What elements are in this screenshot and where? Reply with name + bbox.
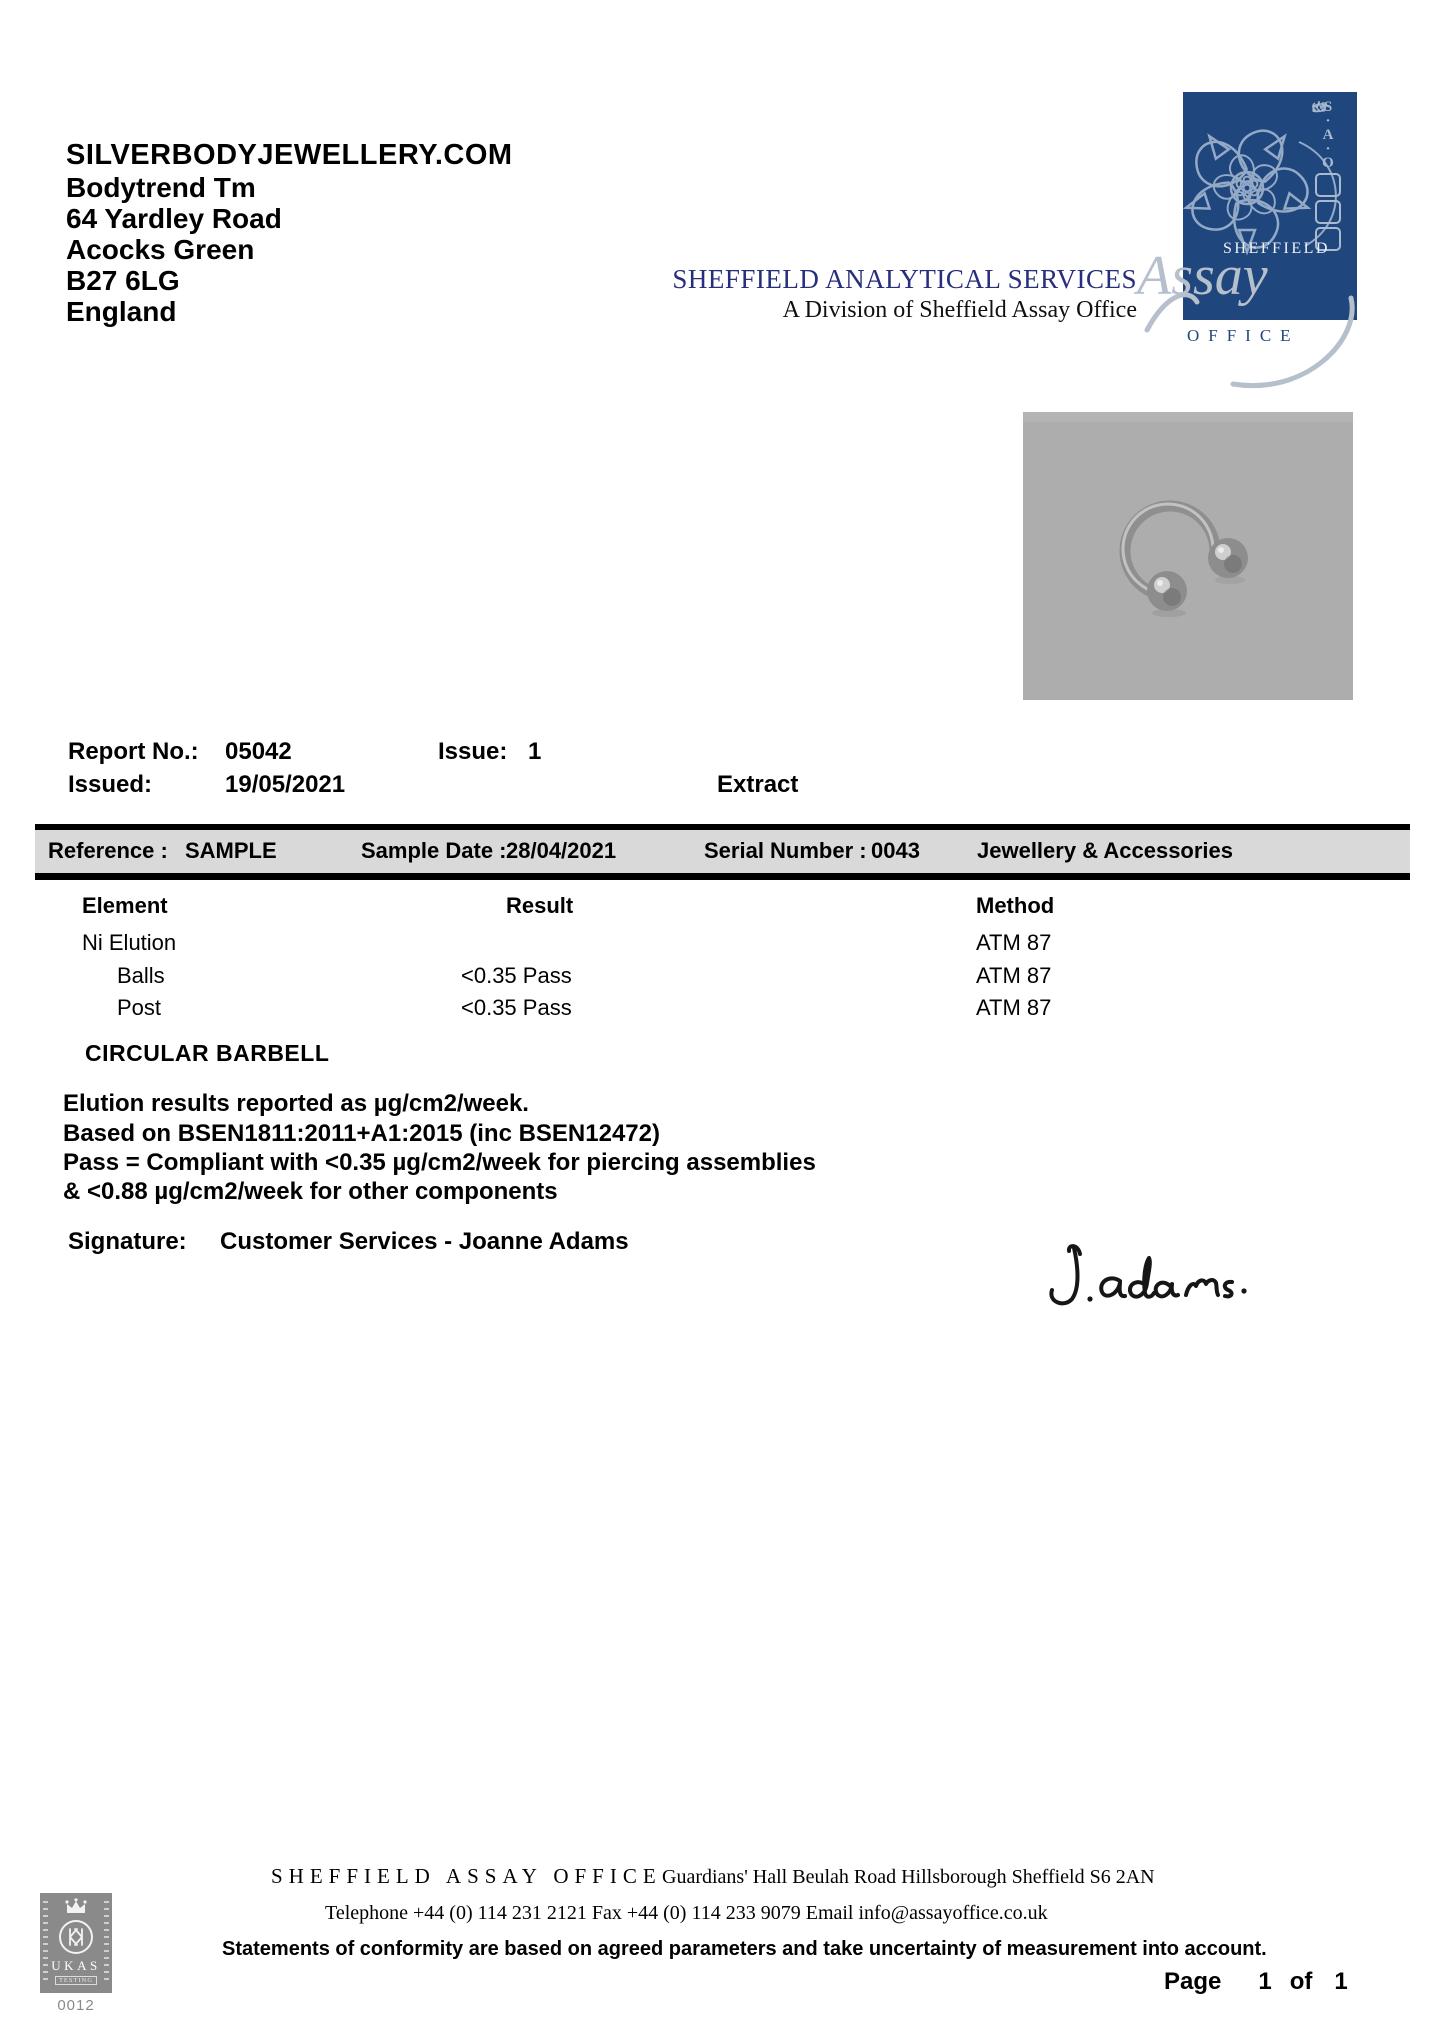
col-header-method: Method xyxy=(976,893,1055,918)
item-name: CIRCULAR BARBELL xyxy=(85,1040,330,1066)
ukas-accreditation-logo xyxy=(40,1893,112,1993)
category-value: Jewellery & Accessories xyxy=(977,838,1234,863)
col-header-result: Result xyxy=(506,893,574,918)
org-subtitle: A Division of Sheffield Assay Office xyxy=(782,297,1137,323)
sample-photo xyxy=(1023,412,1353,700)
sender-address-line: Bodytrend Tm xyxy=(66,172,256,203)
sender-address-block xyxy=(66,139,513,327)
ukas-crown-icon xyxy=(63,1898,89,1915)
report-no-value: 05042 xyxy=(225,738,292,765)
footer-conformity-statement: Statements of conformity are based on agreed parameters and take uncertainty of measurement into account. xyxy=(222,1938,1267,1960)
element-cell: Balls xyxy=(117,963,165,988)
sample-date-value: 28/04/2021 xyxy=(506,838,617,863)
hallmark-column xyxy=(1311,100,1345,251)
page-of-label: of xyxy=(1289,1968,1313,1995)
reference-label: Reference : xyxy=(48,838,168,863)
extract-label: Extract xyxy=(717,771,799,798)
hallmark-dot: · xyxy=(1325,113,1331,129)
ukas-number: 0012 xyxy=(57,1997,95,2014)
logo-sheffield-text: SHEFFIELD xyxy=(1223,240,1330,257)
serial-number-value: 0043 xyxy=(871,838,920,863)
spacer xyxy=(1221,1968,1258,1996)
circular-barbell-photo-icon xyxy=(1023,412,1353,700)
note-line: Elution results reported as µg/cm2/week. xyxy=(63,1090,529,1117)
spacer xyxy=(1312,1968,1334,1996)
sao-letter: S xyxy=(1323,99,1333,115)
serial-number-label: Serial Number : xyxy=(704,838,867,863)
ukas-type: TESTING xyxy=(55,1976,97,1985)
element-cell: Ni Elution xyxy=(82,930,177,955)
col-header-element: Element xyxy=(82,893,168,918)
sender-address-line: 64 Yardley Road xyxy=(66,203,282,234)
logo-office-text: OFFICE xyxy=(1187,326,1300,345)
sender-address-line: England xyxy=(66,296,177,327)
crown-hallmark-icon xyxy=(1315,200,1341,224)
method-cell: ATM 87 xyxy=(976,995,1052,1020)
ukas-ticks-right xyxy=(104,1901,109,1985)
issued-label: Issued: xyxy=(68,771,153,798)
note-line: Based on BSEN1811:2011+A1:2015 (inc BSEN12472) xyxy=(63,1120,660,1147)
logo-assay-script: Assay xyxy=(1137,245,1268,307)
reference-value: SAMPLE xyxy=(185,838,277,863)
result-cell: <0.35 Pass xyxy=(461,995,572,1020)
sao-letter: A xyxy=(1322,127,1334,143)
sender-address-line: B27 6LG xyxy=(66,265,180,296)
reference-bar xyxy=(35,824,1410,880)
ukas-ticks-left xyxy=(43,1901,48,1985)
footer-contact: Telephone +44 (0) 114 231 2121 Fax +44 (0) 114 233 9079 Email info@assayoffice.co.uk xyxy=(325,1902,1048,1924)
footer-address: Guardians' Hall Beulah Road Hillsborough Sheffield S6 2AN xyxy=(662,1866,1155,1888)
sender-company: SILVERBODYJEWELLERY.COM xyxy=(66,139,513,171)
ukas-roundel-icon xyxy=(56,1917,96,1957)
report-no-label: Report No.: xyxy=(68,738,199,765)
issued-value: 19/05/2021 xyxy=(225,771,346,798)
element-cell: Post xyxy=(117,995,162,1020)
signature-name: Customer Services - Joanne Adams xyxy=(220,1228,629,1255)
note-line: & <0.88 µg/cm2/week for other components xyxy=(63,1178,558,1205)
signature-handwriting xyxy=(1028,1236,1278,1336)
assay-office-logo xyxy=(1137,92,1357,372)
sender-address-line: Acocks Green xyxy=(66,234,255,265)
method-cell: ATM 87 xyxy=(976,930,1052,955)
page-current: 1 xyxy=(1258,1968,1272,1995)
result-cell: <0.35 Pass xyxy=(461,963,572,988)
issue-label: Issue: xyxy=(438,738,508,765)
org-title: SHEFFIELD ANALYTICAL SERVICES xyxy=(672,264,1137,294)
footer-office-name: SHEFFIELD ASSAY OFFICE xyxy=(271,1864,662,1888)
method-cell: ATM 87 xyxy=(976,963,1052,988)
page-label: Page xyxy=(1164,1968,1222,1995)
ukas-name: UKAS xyxy=(51,1958,101,1973)
spacer xyxy=(1272,1968,1290,1996)
lion-hallmark-icon xyxy=(1315,173,1341,197)
page-indicator xyxy=(1164,1968,1348,1996)
sao-letter: O xyxy=(1322,155,1334,171)
note-line: Pass = Compliant with <0.35 µg/cm2/week for piercing assemblies xyxy=(63,1149,816,1176)
issue-value: 1 xyxy=(528,738,542,765)
hallmark-dot: · xyxy=(1325,141,1331,157)
page-total: 1 xyxy=(1334,1968,1348,1995)
sample-date-label: Sample Date : xyxy=(361,838,507,863)
signature-label: Signature: xyxy=(68,1228,187,1255)
